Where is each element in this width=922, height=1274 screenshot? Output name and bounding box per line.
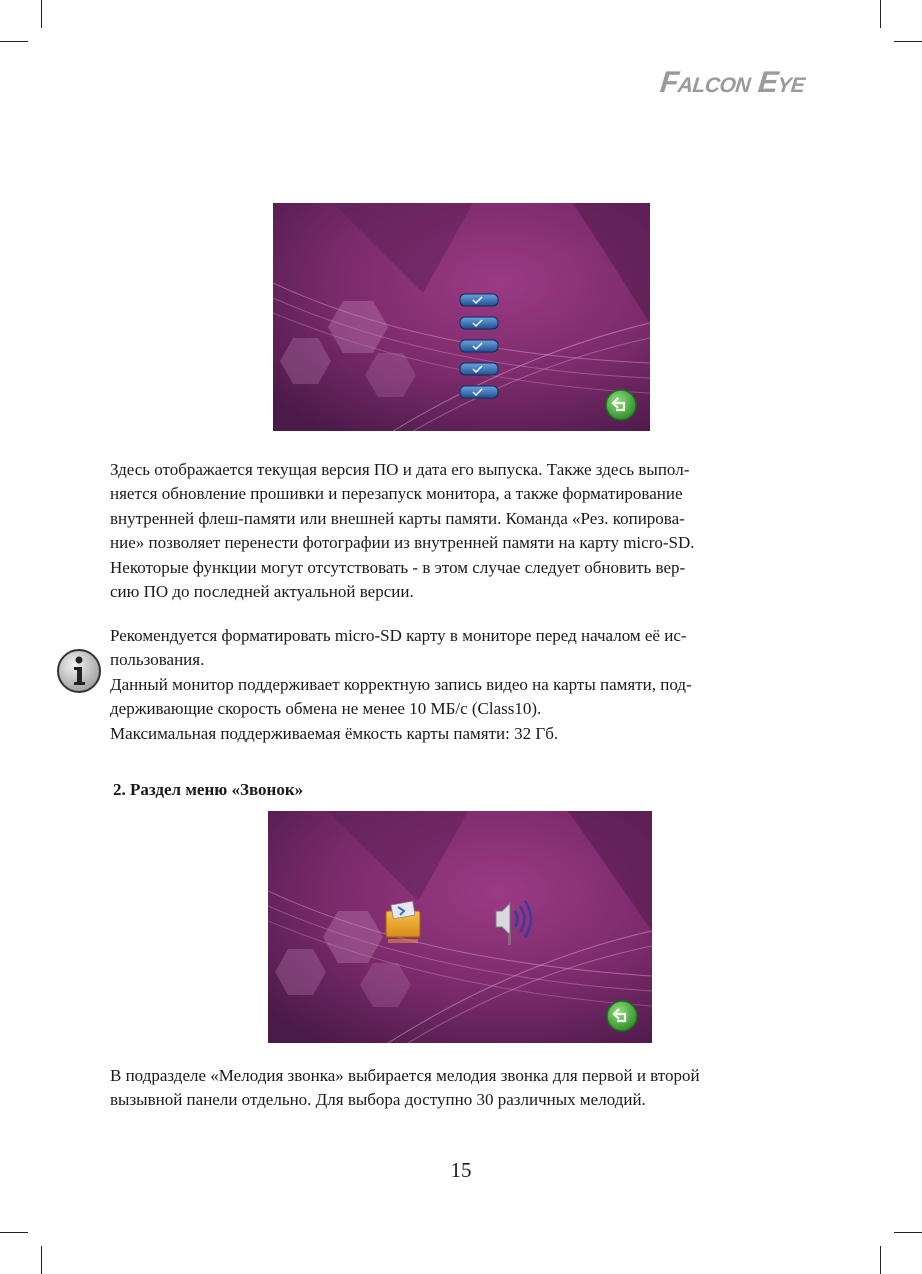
section-heading: 2. Раздел меню «Звонок»: [113, 780, 304, 799]
crop-mark: [41, 1246, 42, 1274]
text-line: сию ПО до последней актуальной версии.: [110, 582, 414, 602]
crop-mark: [894, 41, 922, 42]
crop-mark: [894, 1232, 922, 1233]
page-number: 15: [450, 1158, 472, 1182]
text-line: вызывной панели отдельно. Для выбора доступно 30 различных мелодий.: [110, 1090, 646, 1110]
text-line: держивающие скорость обмена не менее 10 МБ/с (Class10).: [110, 699, 542, 719]
info-icon: [56, 648, 102, 694]
text-line: Максимальная поддерживаемая ёмкость карты памяти: 32 Гб.: [110, 723, 559, 743]
return-icon: [607, 1001, 637, 1031]
crop-mark: [0, 1232, 28, 1233]
paragraph-ringtone: [110, 1064, 810, 1113]
crop-mark: [880, 1246, 881, 1274]
paragraph-software-info: [110, 458, 810, 604]
text-line: Данный монитор поддерживает корректную запись видео на карты памяти, под-: [110, 674, 692, 694]
text-line: Рекомендуется форматировать micro-SD карту в мониторе перед началом её ис-: [110, 626, 687, 645]
brand-logo: Falcon Eye: [658, 66, 807, 99]
text-line: Здесь отображается текущая версия ПО и дата его выпуска. Также здесь выпол-: [110, 460, 690, 479]
crop-mark: [880, 0, 881, 28]
text-line: пользования.: [110, 650, 205, 670]
info-note: [110, 624, 810, 746]
text-line: внутренней флеш-памяти или внешней карты памяти. Команда «Рез. копирова-: [110, 508, 685, 528]
text-line: Некоторые функции могут отсутствовать - в этом случае следует обновить вер-: [110, 557, 686, 577]
crop-mark: [41, 0, 42, 28]
return-icon: [606, 390, 636, 420]
crop-mark: [0, 41, 28, 42]
device-screen-call-menu: [268, 811, 652, 1043]
text-line: няется обновление прошивки и перезапуск монитора, а также форматирование: [110, 484, 683, 504]
text-line: В подразделе «Мелодия звонка» выбирается мелодия звонка для первой и второй: [110, 1066, 700, 1085]
text-line: ние» позволяет перенести фотографии из внутренней памяти на карту micro-SD.: [110, 533, 695, 553]
device-screen-settings: [273, 203, 650, 431]
